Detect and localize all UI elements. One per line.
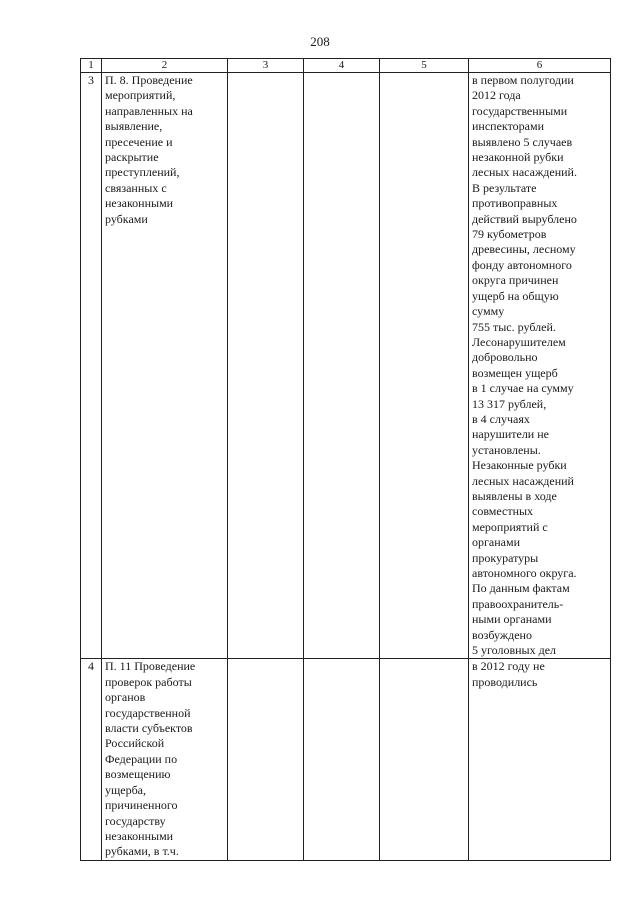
empty-cell (380, 73, 469, 659)
text-line: В результате (472, 180, 537, 195)
text-line: направленных на (105, 103, 193, 118)
text-line: инспекторами (472, 119, 545, 134)
text-line: лесных насаждений (472, 473, 574, 488)
text-line: ными органами (472, 612, 552, 627)
empty-cell (380, 659, 469, 860)
column-header-1: 1 (81, 59, 102, 73)
text-line: рубками, в т.ч. (105, 844, 179, 859)
text-line: автономного округа. (472, 566, 577, 580)
text-line: сумму (472, 304, 505, 319)
text-line: проверок работы (105, 674, 192, 689)
text-line: возмещен ущерб (472, 365, 558, 380)
text-line: возбуждено (472, 627, 532, 642)
text-line: рубками (105, 211, 148, 226)
text-line: установлены. (472, 442, 541, 457)
text-line: выявление, (105, 119, 163, 134)
text-line: прокуратуры (472, 550, 539, 565)
text-line: причиненного (105, 798, 178, 813)
text-line: фонду автономного (472, 257, 572, 272)
text-line: древесины, лесному (472, 242, 576, 257)
text-line: выявлено 5 случаев (472, 134, 573, 149)
text-line: мероприятий, (105, 88, 176, 103)
result-cell (469, 659, 611, 860)
text-line: пресечение и (105, 134, 173, 149)
text-line: преступлений, (105, 165, 180, 180)
text-line: государственными (472, 103, 568, 118)
table-header-row (81, 59, 611, 73)
text-line: власти субъектов (105, 721, 193, 736)
text-line: Федерации по (105, 751, 178, 766)
text-line: раскрытие (105, 150, 159, 165)
text-line: совместных (472, 504, 534, 519)
empty-cell (304, 73, 380, 659)
text-line: добровольно (472, 350, 538, 365)
text-line: в первом полугодии (472, 73, 574, 87)
text-line: Лесонарушителем (472, 334, 566, 349)
text-line: округа причинен (472, 273, 559, 288)
text-line: в 2012 году не (472, 659, 545, 674)
column-header-2: 2 (102, 59, 228, 73)
text-line: П. 11 Проведение (105, 659, 196, 674)
text-line: ущерб на общую (472, 288, 559, 303)
text-line: правоохранитель- (472, 596, 564, 611)
measure-cell (102, 73, 228, 659)
text-line: Незаконные рубки (472, 458, 567, 473)
text-line: проводились (472, 674, 538, 689)
text-line: противоправных (472, 196, 558, 211)
row-number: 3 (81, 73, 102, 659)
table-row (81, 73, 611, 659)
text-line: органов (105, 690, 146, 705)
column-header-6: 6 (469, 59, 611, 73)
text-line: незаконной рубки (472, 150, 564, 165)
text-line: органами (472, 535, 521, 550)
text-line: ущерба, (105, 782, 146, 797)
text-line: возмещению (105, 767, 171, 782)
text-line: в 1 случае на сумму (472, 381, 574, 396)
text-line: незаконными (105, 828, 174, 843)
empty-cell (304, 659, 380, 860)
text-line: 13 317 рублей, (472, 396, 547, 411)
column-header-5: 5 (380, 59, 469, 73)
empty-cell (228, 659, 304, 860)
text-line: Российской (105, 736, 165, 751)
measure-cell (102, 659, 228, 860)
column-header-4: 4 (304, 59, 380, 73)
text-line: нарушители не (472, 427, 549, 442)
text-line: 2012 года (472, 88, 521, 103)
text-line: государству (105, 813, 166, 828)
report-table (80, 58, 611, 861)
text-line: П. 8. Проведение (105, 73, 193, 87)
row-number: 4 (81, 659, 102, 860)
result-cell (469, 73, 611, 659)
text-line: незаконными (105, 196, 174, 211)
text-line: выявлены в ходе (472, 488, 557, 503)
text-line: лесных насаждений. (472, 165, 577, 180)
text-line: связанных с (105, 180, 167, 195)
text-line: мероприятий с (472, 519, 548, 534)
text-line: 79 кубометров (472, 227, 547, 242)
column-header-3: 3 (228, 59, 304, 73)
text-line: По данным фактам (472, 581, 570, 596)
text-line: 5 уголовных дел (472, 643, 557, 658)
text-line: действий вырублено (472, 211, 577, 226)
text-line: в 4 случаях (472, 411, 530, 426)
empty-cell (228, 73, 304, 659)
text-line: 755 тыс. рублей. (472, 319, 556, 334)
page-number: 208 (310, 34, 330, 49)
table-row (81, 659, 611, 860)
text-line: государственной (105, 705, 191, 720)
